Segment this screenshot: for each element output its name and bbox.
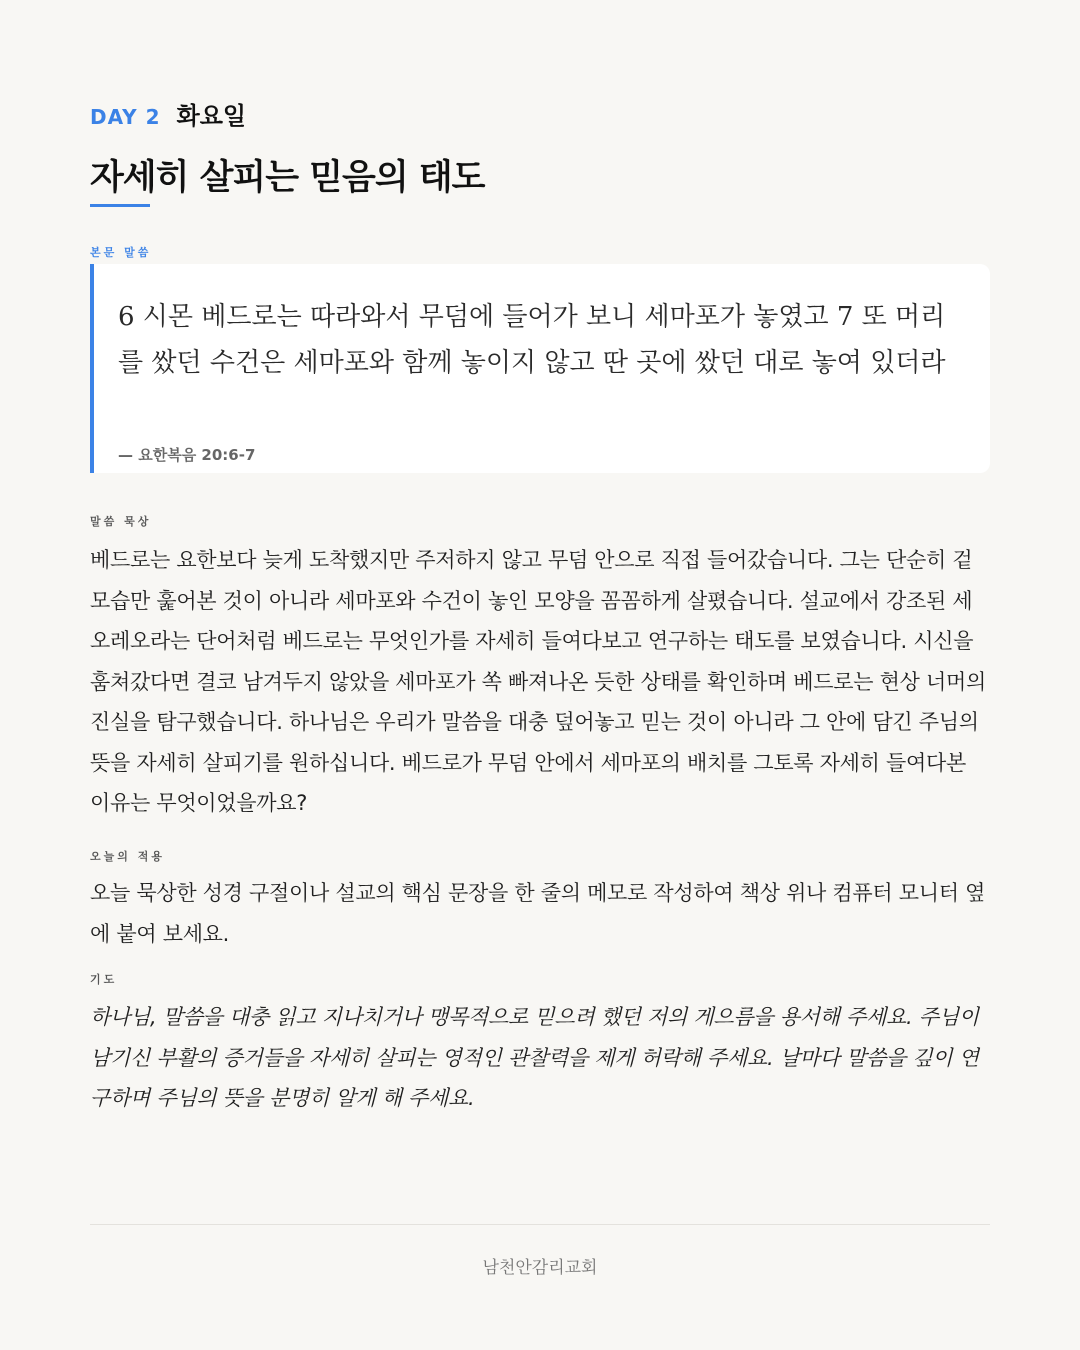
scripture-text: 6 시몬 베드로는 따라와서 무덤에 들어가 보니 세마포가 놓였고 7 또 머리를 쌌던 수건은 세마포와 함께 놓이지 않고 딴 곳에 쌌던 대로 놓여 있더라 (118, 302, 946, 378)
weekday-label: 화요일 (176, 102, 247, 130)
meditation-section-label: 말씀 묵상 (90, 515, 152, 528)
day-header (90, 96, 246, 131)
church-name: 남천안감리교회 (482, 1258, 598, 1278)
prayer-section-label: 기도 (90, 973, 118, 986)
footer-divider (90, 1224, 990, 1225)
scripture-reference: — 요한복음 20:6-7 (118, 446, 256, 464)
scripture-card (90, 264, 990, 473)
application-text: 오늘 묵상한 성경 구절이나 설교의 핵심 문장을 한 줄의 메모로 작성하여 책상 위나 컴퓨터 모니터 옆에 붙여 보세요. (90, 881, 986, 946)
application-section-label: 오늘의 적용 (90, 850, 165, 863)
meditation-text: 베드로는 요한보다 늦게 도착했지만 주저하지 않고 무덤 안으로 직접 들어갔습니다. 그는 단순히 겉모습만 훑어본 것이 아니라 세마포와 수건이 놓인 모양을 꼼꼼하게 살폈습니다. 설교에서 강조된 세오레오라는 단어처럼 베드로는 무엇인가를 자세히 들여다보고 연구하는 태도를 보였습니다. 시신을 훔쳐갔다면 결코 남겨두지 않았을 세마포가 쏙 빠져나온 듯한 상태를 확인하며 베드로는 현상 너머의 진실을 탐구했습니다. 하나님은 우리가 말씀을 대충 덮어놓고 믿는 것이 아니라 그 안에 담긴 주님의 뜻을 자세히 살피기를 원하십니다. 베드로가 무덤 안에서 세마포의 배치를 그토록 자세히 들여다본 이유는 무엇이었을까요? (90, 548, 986, 815)
page-title: 자세히 살피는 믿음의 태도 (90, 158, 485, 198)
day-label: DAY 2 (90, 105, 161, 129)
scripture-section-label: 본문 말씀 (90, 246, 152, 259)
title-underline (90, 204, 150, 207)
prayer-text: 하나님, 말씀을 대충 읽고 지나치거나 맹목적으로 믿으려 했던 저의 게으름을 용서해 주세요. 주님이 남기신 부활의 증거들을 자세히 살피는 영적인 관찰력을 제게 허락해 주세요. 날마다 말씀을 깊이 연구하며 주님의 뜻을 분명히 알게 해 주세요. (90, 1005, 979, 1110)
